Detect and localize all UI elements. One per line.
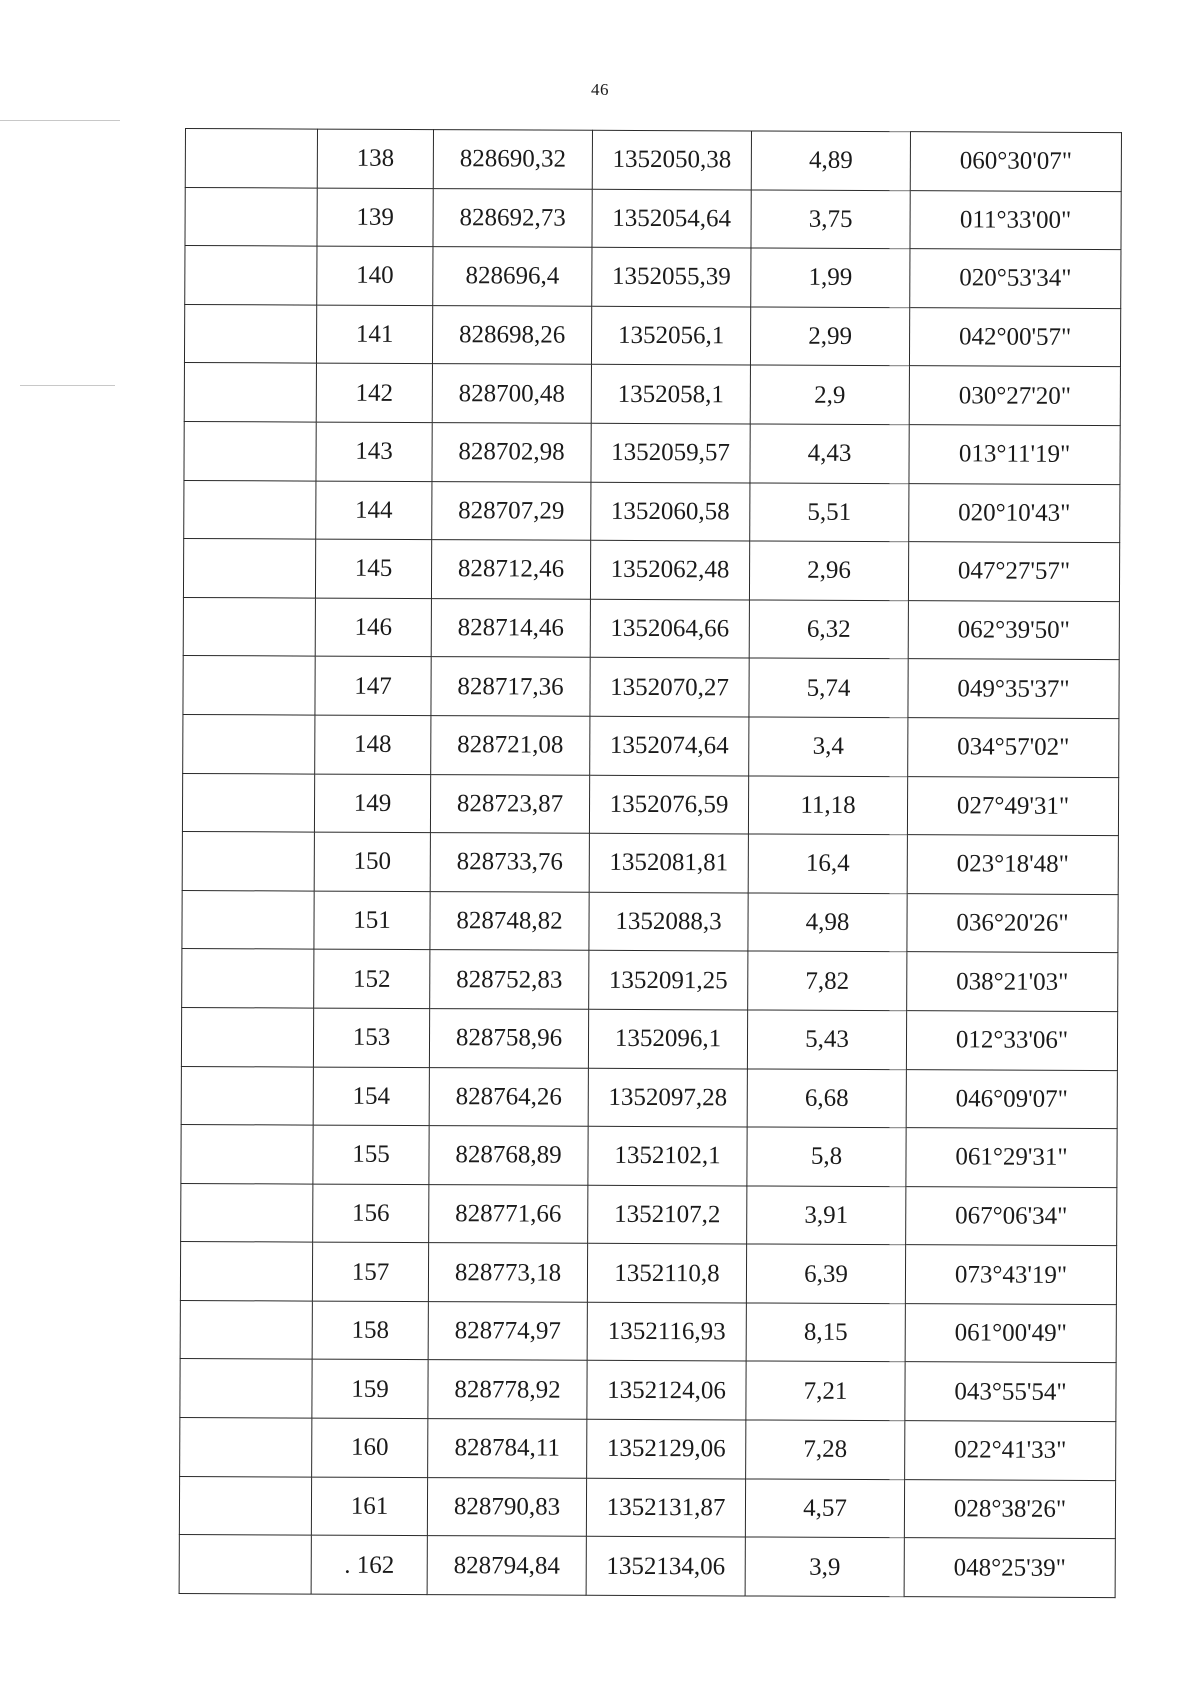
- y-coordinate-cell: 1352097,28: [588, 1068, 747, 1127]
- x-coordinate-cell: 828778,92: [428, 1360, 587, 1419]
- blank-cell: [180, 1300, 312, 1359]
- length-cell: 2,9: [750, 365, 909, 424]
- blank-cell: [180, 1359, 312, 1418]
- point-number-cell: 160: [312, 1418, 428, 1477]
- y-coordinate-cell: 1352091,25: [589, 951, 748, 1010]
- table-row: [183, 539, 1119, 602]
- x-coordinate-cell: 828733,76: [430, 833, 589, 892]
- length-cell: 3,91: [747, 1186, 906, 1245]
- point-number-cell: 139: [317, 188, 433, 247]
- table-row: [179, 1476, 1115, 1539]
- y-coordinate-cell: 1352081,81: [589, 833, 748, 892]
- length-cell: 3,9: [745, 1537, 904, 1596]
- table-row: [180, 1359, 1116, 1422]
- direction-angle-cell: 034°57'02": [908, 718, 1119, 778]
- y-coordinate-cell: 1352059,57: [591, 423, 750, 482]
- length-cell: 7,28: [746, 1420, 905, 1479]
- x-coordinate-cell: 828752,83: [430, 950, 589, 1009]
- point-number-cell: 148: [315, 715, 431, 774]
- table-row: [184, 421, 1120, 484]
- length-cell: 5,43: [747, 1010, 906, 1069]
- length-cell: 1,99: [751, 248, 910, 307]
- x-coordinate-cell: 828764,26: [429, 1067, 588, 1126]
- y-coordinate-cell: 1352088,3: [589, 892, 748, 951]
- table-row: [183, 656, 1119, 719]
- direction-angle-cell: 030°27'20": [909, 366, 1120, 426]
- point-number-cell: 149: [314, 774, 430, 833]
- point-number-cell: 150: [314, 832, 430, 891]
- length-cell: 4,89: [751, 131, 910, 190]
- x-coordinate-cell: 828700,48: [432, 364, 591, 423]
- table-row: [184, 480, 1120, 543]
- x-coordinate-cell: 828696,4: [433, 247, 592, 306]
- point-number-cell: 138: [317, 129, 433, 188]
- point-number-cell: 152: [314, 949, 430, 1008]
- point-number-cell: 151: [314, 891, 430, 950]
- y-coordinate-cell: 1352110,8: [587, 1244, 746, 1303]
- blank-cell: [181, 1183, 313, 1242]
- direction-angle-cell: 067°06'34": [906, 1186, 1117, 1246]
- x-coordinate-cell: 828692,73: [433, 188, 592, 247]
- length-cell: 8,15: [746, 1303, 905, 1362]
- blank-cell: [180, 1418, 312, 1477]
- table-row: [185, 187, 1121, 250]
- point-number-cell: 159: [312, 1360, 428, 1419]
- y-coordinate-cell: 1352054,64: [592, 189, 751, 248]
- y-coordinate-cell: 1352058,1: [591, 365, 750, 424]
- direction-angle-cell: 038°21'03": [907, 952, 1118, 1012]
- table-row: [184, 363, 1120, 426]
- x-coordinate-cell: 828768,89: [429, 1126, 588, 1185]
- direction-angle-cell: 048°25'39": [904, 1538, 1115, 1598]
- direction-angle-cell: 061°29'31": [906, 1128, 1117, 1188]
- length-cell: 3,4: [749, 717, 908, 776]
- length-cell: 6,68: [747, 1068, 906, 1127]
- point-number-cell: 154: [313, 1067, 429, 1126]
- x-coordinate-cell: 828773,18: [428, 1243, 587, 1302]
- point-number-cell: 144: [316, 481, 432, 540]
- x-coordinate-cell: 828690,32: [433, 130, 592, 189]
- blank-cell: [180, 1242, 312, 1301]
- y-coordinate-cell: 1352056,1: [591, 306, 750, 365]
- length-cell: 6,32: [749, 600, 908, 659]
- blank-cell: [183, 597, 315, 656]
- x-coordinate-cell: 828712,46: [431, 540, 590, 599]
- blank-cell: [179, 1535, 311, 1594]
- table-row: [180, 1300, 1116, 1363]
- direction-angle-cell: 062°39'50": [908, 600, 1119, 660]
- direction-angle-cell: 049°35'37": [908, 659, 1119, 719]
- length-cell: 3,75: [751, 190, 910, 249]
- blank-cell: [185, 129, 317, 188]
- blank-cell: [184, 480, 316, 539]
- y-coordinate-cell: 1352076,59: [589, 775, 748, 834]
- x-coordinate-cell: 828771,66: [429, 1184, 588, 1243]
- scan-artifact: [20, 385, 115, 386]
- length-cell: 2,96: [749, 541, 908, 600]
- coordinates-table: [179, 128, 1122, 1598]
- coordinates-sheet: [179, 128, 1115, 1598]
- length-cell: 4,43: [750, 424, 909, 483]
- point-number-cell: 153: [313, 1008, 429, 1067]
- blank-cell: [185, 246, 317, 305]
- blank-cell: [183, 656, 315, 715]
- direction-angle-cell: 047°27'57": [908, 542, 1119, 602]
- y-coordinate-cell: 1352102,1: [588, 1126, 747, 1185]
- x-coordinate-cell: 828774,97: [428, 1301, 587, 1360]
- blank-cell: [181, 1007, 313, 1066]
- table-row: [180, 1242, 1116, 1305]
- y-coordinate-cell: 1352050,38: [592, 130, 751, 189]
- point-number-cell: 143: [316, 422, 432, 481]
- coordinates-table-body: [179, 129, 1121, 1598]
- table-row: [181, 1007, 1117, 1070]
- blank-cell: [182, 773, 314, 832]
- blank-cell: [182, 832, 314, 891]
- x-coordinate-cell: 828721,08: [431, 716, 590, 775]
- y-coordinate-cell: 1352107,2: [588, 1185, 747, 1244]
- table-row: [182, 949, 1118, 1012]
- length-cell: 7,21: [746, 1361, 905, 1420]
- table-row: [182, 773, 1118, 836]
- y-coordinate-cell: 1352129,06: [587, 1419, 746, 1478]
- point-number-cell: 141: [316, 305, 432, 364]
- x-coordinate-cell: 828698,26: [432, 305, 591, 364]
- y-coordinate-cell: 1352060,58: [591, 482, 750, 541]
- y-coordinate-cell: 1352074,64: [590, 716, 749, 775]
- length-cell: 7,82: [748, 951, 907, 1010]
- x-coordinate-cell: 828748,82: [430, 891, 589, 950]
- direction-angle-cell: 028°38'26": [904, 1479, 1115, 1539]
- table-row: [180, 1418, 1116, 1481]
- x-coordinate-cell: 828723,87: [430, 774, 589, 833]
- length-cell: 5,74: [749, 658, 908, 717]
- y-coordinate-cell: 1352124,06: [587, 1361, 746, 1420]
- direction-angle-cell: 060°30'07": [910, 132, 1121, 192]
- table-row: [182, 832, 1118, 895]
- table-row: [184, 304, 1120, 367]
- x-coordinate-cell: 828707,29: [432, 481, 591, 540]
- blank-cell: [184, 421, 316, 480]
- x-coordinate-cell: 828714,46: [431, 598, 590, 657]
- blank-cell: [182, 890, 314, 949]
- x-coordinate-cell: 828790,83: [427, 1477, 586, 1536]
- table-row: [185, 246, 1121, 309]
- direction-angle-cell: 036°20'26": [907, 893, 1118, 953]
- y-coordinate-cell: 1352062,48: [590, 540, 749, 599]
- direction-angle-cell: 042°00'57": [909, 307, 1120, 367]
- point-number-cell: 147: [315, 656, 431, 715]
- point-number-cell: 155: [313, 1125, 429, 1184]
- table-row: [185, 129, 1121, 192]
- point-number-cell: 140: [317, 246, 433, 305]
- length-cell: 5,8: [747, 1127, 906, 1186]
- y-coordinate-cell: 1352055,39: [592, 247, 751, 306]
- y-coordinate-cell: 1352096,1: [588, 1009, 747, 1068]
- table-row: [183, 714, 1119, 777]
- point-number-cell: 146: [315, 598, 431, 657]
- direction-angle-cell: 012°33'06": [906, 1011, 1117, 1071]
- x-coordinate-cell: 828784,11: [428, 1419, 587, 1478]
- y-coordinate-cell: 1352116,93: [587, 1302, 746, 1361]
- length-cell: 16,4: [748, 834, 907, 893]
- table-row: [183, 597, 1119, 660]
- table-row: [181, 1066, 1117, 1129]
- x-coordinate-cell: 828717,36: [431, 657, 590, 716]
- length-cell: 11,18: [748, 775, 907, 834]
- direction-angle-cell: 023°18'48": [907, 835, 1118, 895]
- page-number: 46: [591, 80, 609, 99]
- blank-cell: [179, 1476, 311, 1535]
- blank-cell: [181, 1066, 313, 1125]
- x-coordinate-cell: 828758,96: [429, 1008, 588, 1067]
- point-number-cell: 158: [312, 1301, 428, 1360]
- direction-angle-cell: 046°09'07": [906, 1069, 1117, 1129]
- direction-angle-cell: 020°53'34": [910, 249, 1121, 309]
- point-number-cell: 161: [311, 1477, 427, 1536]
- direction-angle-cell: 061°00'49": [905, 1304, 1116, 1364]
- table-row: [179, 1535, 1115, 1598]
- blank-cell: [184, 363, 316, 422]
- point-number-cell: 142: [316, 363, 432, 422]
- x-coordinate-cell: 828794,84: [427, 1536, 586, 1595]
- y-coordinate-cell: 1352134,06: [586, 1537, 745, 1596]
- length-cell: 2,99: [750, 307, 909, 366]
- blank-cell: [183, 714, 315, 773]
- scan-artifact: [0, 120, 120, 121]
- direction-angle-cell: 027°49'31": [907, 776, 1118, 836]
- direction-angle-cell: 020°10'43": [909, 483, 1120, 543]
- blank-cell: [182, 949, 314, 1008]
- point-number-cell: 157: [312, 1242, 428, 1301]
- length-cell: 4,57: [745, 1479, 904, 1538]
- point-number-cell: 156: [313, 1184, 429, 1243]
- y-coordinate-cell: 1352131,87: [586, 1478, 745, 1537]
- table-row: [182, 890, 1118, 953]
- point-number-cell: 145: [315, 539, 431, 598]
- y-coordinate-cell: 1352070,27: [590, 658, 749, 717]
- length-cell: 5,51: [750, 483, 909, 542]
- direction-angle-cell: 022°41'33": [905, 1421, 1116, 1481]
- length-cell: 6,39: [746, 1244, 905, 1303]
- table-row: [181, 1125, 1117, 1188]
- direction-angle-cell: 013°11'19": [909, 425, 1120, 485]
- x-coordinate-cell: 828702,98: [432, 423, 591, 482]
- direction-angle-cell: 073°43'19": [905, 1245, 1116, 1305]
- table-row: [181, 1183, 1117, 1246]
- point-number-cell: . 162: [311, 1535, 427, 1594]
- blank-cell: [183, 539, 315, 598]
- direction-angle-cell: 011°33'00": [910, 190, 1121, 250]
- length-cell: 4,98: [748, 893, 907, 952]
- blank-cell: [181, 1125, 313, 1184]
- blank-cell: [185, 187, 317, 246]
- y-coordinate-cell: 1352064,66: [590, 599, 749, 658]
- blank-cell: [184, 304, 316, 363]
- direction-angle-cell: 043°55'54": [905, 1362, 1116, 1422]
